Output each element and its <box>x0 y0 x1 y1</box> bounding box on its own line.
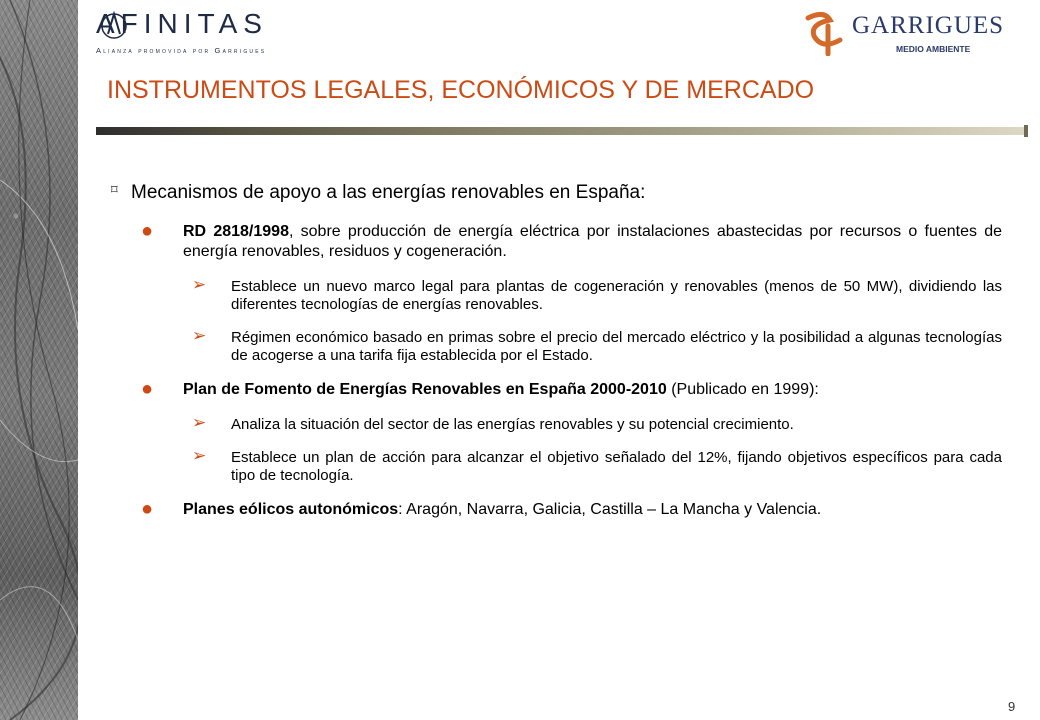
slide-title: INSTRUMENTOS LEGALES, ECONÓMICOS Y DE MERCADO <box>107 76 815 104</box>
item-text: : Aragón, Navarra, Galicia, Castilla – La Mancha y Valencia. <box>398 501 822 518</box>
item-text: (Publicado en 1999): <box>666 381 819 398</box>
sub-list-item <box>96 446 1002 485</box>
afinitas-logo: AFINITAS <box>96 8 268 39</box>
slide-content <box>96 182 1002 536</box>
sub-list-item <box>96 413 1002 434</box>
arrowhead-bullet-icon: ➢ <box>192 275 207 294</box>
arrowhead-bullet-icon: ➢ <box>192 413 207 432</box>
item-bold: Plan de Fomento de Energías Renovables en España 2000-2010 <box>183 381 667 398</box>
list-item <box>96 222 1002 262</box>
sub-item-text: Establece un nuevo marco legal para plantas de cogeneración y renovables (menos de 50 MW), dividiendo las diferentes tecnologías de energías renovables. <box>231 278 1002 313</box>
garrigues-subtitle: MEDIO AMBIENTE <box>896 44 971 54</box>
arrowhead-bullet-icon: ➢ <box>192 446 207 465</box>
item-text: , sobre producción de energía eléctrica por instalaciones abastecidas por recursos o fuentes de energía renovables, residuos y cogeneración. <box>183 223 1003 260</box>
sub-item-text: Régimen económico basado en primas sobre el precio del mercado eléctrico y la posibilidad a algunas tecnologías de acogerse a una tarifa fija establecida por el Estado. <box>231 329 1002 364</box>
item-bold: Planes eólicos autonómicos <box>183 501 399 518</box>
title-divider <box>96 127 1028 135</box>
sub-list-item <box>96 326 1002 365</box>
main-heading: Mecanismos de apoyo a las energías renovables en España: <box>131 182 646 203</box>
garrigues-logo: GARRIGUES <box>852 12 1005 39</box>
list-item <box>96 380 1002 400</box>
round-bullet-icon: ● <box>141 378 154 400</box>
sub-item-text: Analiza la situación del sector de las energías renovables y su potencial crecimiento. <box>231 416 794 433</box>
garrigues-logo-mark <box>800 10 848 56</box>
round-bullet-icon: ● <box>141 220 154 242</box>
page-number: 9 <box>1008 699 1016 714</box>
item-bold: RD 2818/1998 <box>183 223 289 240</box>
round-bullet-icon: ● <box>141 498 154 520</box>
side-strip-pattern <box>0 0 78 720</box>
decorative-side-strip <box>0 0 78 720</box>
list-item <box>96 500 1002 520</box>
arrowhead-bullet-icon: ➢ <box>192 326 207 345</box>
main-bullet <box>96 182 1002 204</box>
sub-item-text: Establece un plan de acción para alcanzar el objetivo señalado del 12%, fijando objetivos específicos para cada tipo de tecnología. <box>231 449 1002 484</box>
title-divider-cap <box>1024 125 1028 137</box>
square-bullet-icon: ⌑ <box>111 182 118 197</box>
afinitas-tagline: Alianza promovida por Garrigues <box>96 46 267 55</box>
sub-list-item <box>96 275 1002 314</box>
